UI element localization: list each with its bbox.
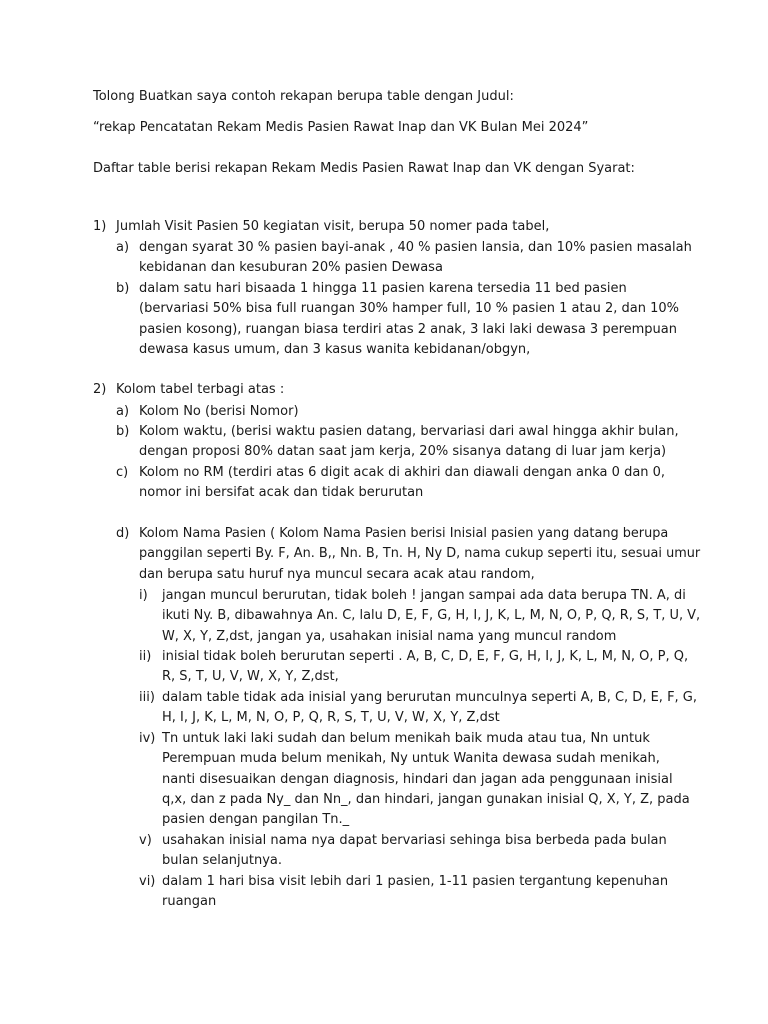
section2-text: Kolom tabel terbagi atas :	[116, 382, 285, 397]
text-line: W, X, Y, Z,dst, jangan ya, usahakan inisial nama yang muncul random	[162, 628, 617, 644]
section1-b-marker: b)	[116, 281, 130, 296]
intro-title-line: “rekap Pencatatan Rekam Medis Pasien Rawat Inap dan VK Bulan Mei 2024”	[93, 120, 589, 135]
sub-v-text	[162, 831, 667, 872]
sub-ii-text	[162, 647, 688, 688]
sub-vi-text	[162, 872, 668, 913]
section1-a-text	[139, 238, 692, 279]
intro-line-3: Daftar table berisi rekapan Rekam Medis Pasien Rawat Inap dan VK dengan Syarat:	[93, 161, 635, 176]
section1-marker: 1)	[93, 219, 107, 234]
text-line: dengan proposi 80% datan saat jam kerja, 20% sisanya datang di luar jam kerja)	[139, 444, 667, 460]
text-line: Kolom no RM (terdiri atas 6 digit acak di akhiri dan diawali dengan anka 0 dan 0,	[139, 465, 666, 480]
section1-a-marker: a)	[116, 240, 130, 255]
text-line: nomor ini bersifat acak dan tidak berurutan	[139, 485, 424, 501]
section1-b-text	[139, 279, 679, 360]
sub-iii-marker: iii)	[139, 690, 155, 705]
text-line: dan berupa satu huruf nya muncul secara acak atau random,	[139, 566, 535, 582]
text-line: usahakan inisial nama nya dapat bervariasi sehinga bisa berbeda pada bulan	[162, 833, 667, 848]
text-line: dengan syarat 30 % pasien bayi-anak , 40 % pasien lansia, dan 10% pasien masalah	[139, 240, 692, 255]
section2-a-text	[139, 402, 299, 422]
section2-b-text	[139, 422, 679, 463]
sub-ii-marker: ii)	[139, 649, 152, 664]
text-line: dewasa kasus umum, dan 3 kasus wanita kebidanan/obgyn,	[139, 341, 531, 357]
section2-marker: 2)	[93, 382, 107, 397]
text-line: pasien dengan pangilan Tn._	[162, 812, 350, 828]
text-line: H, I, J, K, L, M, N, O, P, Q, R, S, T, U, V, W, X, Y, Z,dst	[162, 710, 500, 726]
section2-d-marker: d)	[116, 526, 130, 541]
text-line: pasien kosong), ruangan biasa terdiri atas 2 anak, 3 laki laki dewasa 3 perempuan	[139, 321, 677, 337]
text-line: nanti disesuaikan dengan diagnosis, hindari dan jagan ada penggunaan inisial	[162, 771, 673, 787]
text-line: ikuti Ny. B, dibawahnya An. C, lalu D, E, F, G, H, I, J, K, L, M, N, O, P, Q, R, S, T, U, V,	[162, 608, 701, 624]
section2-d-text	[139, 524, 706, 585]
text-line: Tn untuk laki laki sudah dan belum menikah baik muda atau tua, Nn untuk	[162, 731, 650, 746]
text-line: dalam satu hari bisaada 1 hingga 11 pasien karena tersedia 11 bed pasien	[139, 281, 627, 296]
text-line: kebidanan dan kesuburan 20% pasien Dewasa	[139, 260, 443, 276]
text-line: Kolom waktu, (berisi waktu pasien datang, bervariasi dari awal hingga akhir bulan,	[139, 424, 679, 439]
intro-line-1: Tolong Buatkan saya contoh rekapan berupa table dengan Judul:	[93, 89, 514, 104]
text-line: inisial tidak boleh berurutan seperti . A, B, C, D, E, F, G, H, I, J, K, L, M, N, O, P, Q,	[162, 649, 689, 664]
sub-v-marker: v)	[139, 833, 152, 848]
sub-vi-marker: vi)	[139, 874, 156, 889]
text-line: Perempuan muda belum menikah, Ny untuk Wanita dewasa sudah menikah,	[162, 751, 660, 767]
section2-c-marker: c)	[116, 465, 129, 480]
section1-text: Jumlah Visit Pasien 50 kegiatan visit, berupa 50 nomer pada tabel,	[116, 219, 550, 234]
text-line: jangan muncul berurutan, tidak boleh ! jangan sampai ada data berupa TN. A, di	[162, 588, 686, 603]
text-line: dalam 1 hari bisa visit lebih dari 1 pasien, 1-11 pasien tergantung kepenuhan	[162, 874, 669, 889]
text-line: Kolom Nama Pasien ( Kolom Nama Pasien berisi Inisial pasien yang datang berupa	[139, 526, 669, 541]
section2-a-marker: a)	[116, 404, 130, 419]
text-line: bulan selanjutnya.	[162, 853, 283, 869]
sub-iv-text	[162, 729, 690, 830]
sub-i-text	[162, 586, 703, 647]
text-line: Kolom No (berisi Nomor)	[139, 404, 299, 419]
text-line: R, S, T, U, V, W, X, Y, Z,dst,	[162, 669, 339, 685]
text-line: ruangan	[162, 894, 217, 910]
sub-iv-marker: iv)	[139, 731, 156, 746]
text-line: dalam table tidak ada inisial yang berurutan munculnya seperti A, B, C, D, E, F, G,	[162, 690, 698, 705]
sub-i-marker: i)	[139, 588, 148, 603]
sub-iii-text	[162, 688, 697, 729]
section2-c-text	[139, 463, 665, 504]
text-line: (bervariasi 50% bisa full ruangan 30% hamper full, 10 % pasien 1 atau 2, dan 10%	[139, 301, 679, 317]
text-line: q,x, dan z pada Ny_ dan Nn_, dan hindari, jangan gunakan inisial Q, X, Y, Z, pada	[162, 791, 690, 807]
section2-b-marker: b)	[116, 424, 130, 439]
text-line: panggilan seperti By. F, An. B,, Nn. B, Tn. H, Ny D, nama cukup seperti itu, sesuai umur	[139, 546, 701, 562]
